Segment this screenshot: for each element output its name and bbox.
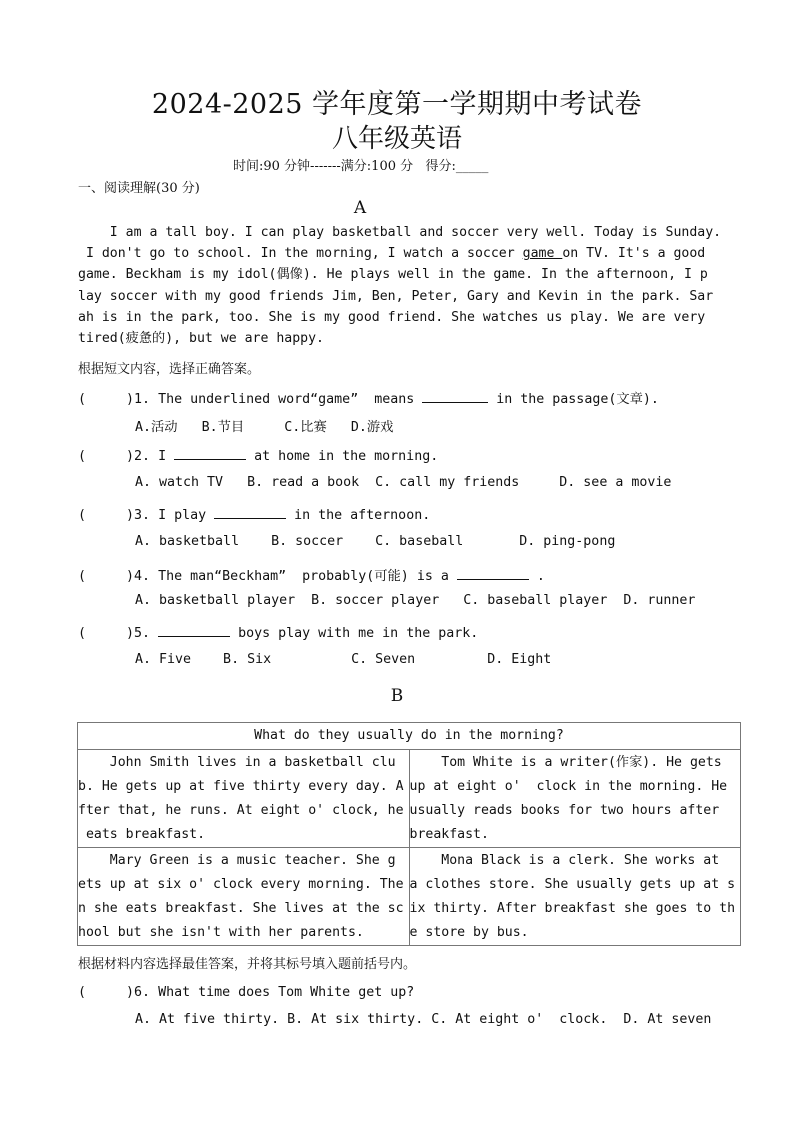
question-2: ( )2. I at home in the morning. [78,449,439,464]
question-6-options: A. At five thirty. B. At six thirty. C. At eight o' clock. D. At seven [135,1012,712,1027]
passage-line: ah is in the park, too. She is my good friend. She watches us play. We are very [78,309,706,325]
exam-title: 2024-2025 学年度第一学期期中考试卷 [151,89,643,120]
passage-line: lay soccer with my good friends Jim, Ben, Peter, Gary and Kevin in the park. Sar [78,288,714,304]
question-2-options: A. watch TV B. read a book C. call my friends D. see a movie [135,475,672,490]
answer-blank[interactable] [174,447,246,460]
answer-paren[interactable]: ( ) [78,626,135,641]
question-4-options: A. basketball player B. soccer player C. baseball player D. runner [135,593,696,608]
answer-paren[interactable]: ( ) [78,392,135,407]
part-b-instruction: 根据材料内容选择最佳答案，并将其标号填入题前括号内。 [78,957,417,972]
question-4: ( )4. The man“Beckham” probably(可能) is a . [78,569,545,584]
table-cell-tom: Tom White is a writer(作家). He gets up at eight o' clock in the morning. He usually reads books for two hours after breakfast. [409,750,741,848]
table-cell-mary: Mary Green is a music teacher. She g ets up at six o' clock every morning. The n she eats breakfast. She lives at the sc hool but she isn't with her parents. [78,848,410,946]
table-header: What do they usually do in the morning? [78,723,741,750]
answer-paren[interactable]: ( ) [78,569,135,584]
exam-meta: 时间:90 分钟-------满分:100 分 得分:_____ [233,159,489,174]
passage-line: tired(疲惫的), but we are happy. [78,330,324,346]
question-5-options: A. Five B. Six C. Seven D. Eight [135,652,552,667]
passage-line: I don't go to school. In the morning, I watch a soccer game on TV. It's a good [78,246,706,262]
part-a-instruction: 根据短文内容，选择正确答案。 [78,362,261,377]
answer-blank[interactable] [457,567,529,580]
answer-blank[interactable] [214,506,286,519]
question-3-options: A. basketball B. soccer C. baseball D. ping-pong [135,534,616,549]
section-heading: 一、阅读理解(30 分) [78,181,200,196]
part-b-label: B [390,686,404,706]
question-1: ( )1. The underlined word“game” means in the passage(文章). [78,392,659,407]
question-3: ( )3. I play in the afternoon. [78,508,431,523]
answer-paren[interactable]: ( ) [78,449,135,464]
passage-line: game. Beckham is my idol(偶像). He plays well in the game. In the afternoon, I p [78,267,708,283]
question-5: ( )5. boys play with me in the park. [78,626,479,641]
answer-paren[interactable]: ( ) [78,985,135,1000]
underlined-word: game [522,246,563,262]
part-a-label: A [353,198,367,218]
passage-line: I am a tall boy. I can play basketball and soccer very well. Today is Sunday. [78,225,722,240]
question-1-options: A.活动 B.节目 C.比赛 D.游戏 [135,420,394,435]
answer-blank[interactable] [422,390,488,403]
answer-paren[interactable]: ( ) [78,508,135,523]
answer-blank[interactable] [158,624,230,637]
passage-a [78,222,726,349]
table-cell-john: John Smith lives in a basketball clu b. He gets up at five thirty every day. A fter that, he runs. At eight o' clock, he eats breakfast. [78,750,410,848]
exam-subtitle: 八年级英语 [331,124,462,154]
question-6: ( )6. What time does Tom White get up? [78,985,415,1000]
info-table [77,722,741,946]
table-cell-mona: Mona Black is a clerk. She works at a clothes store. She usually gets up at s ix thirty. After breakfast she goes to th e store by bus. [409,848,741,946]
